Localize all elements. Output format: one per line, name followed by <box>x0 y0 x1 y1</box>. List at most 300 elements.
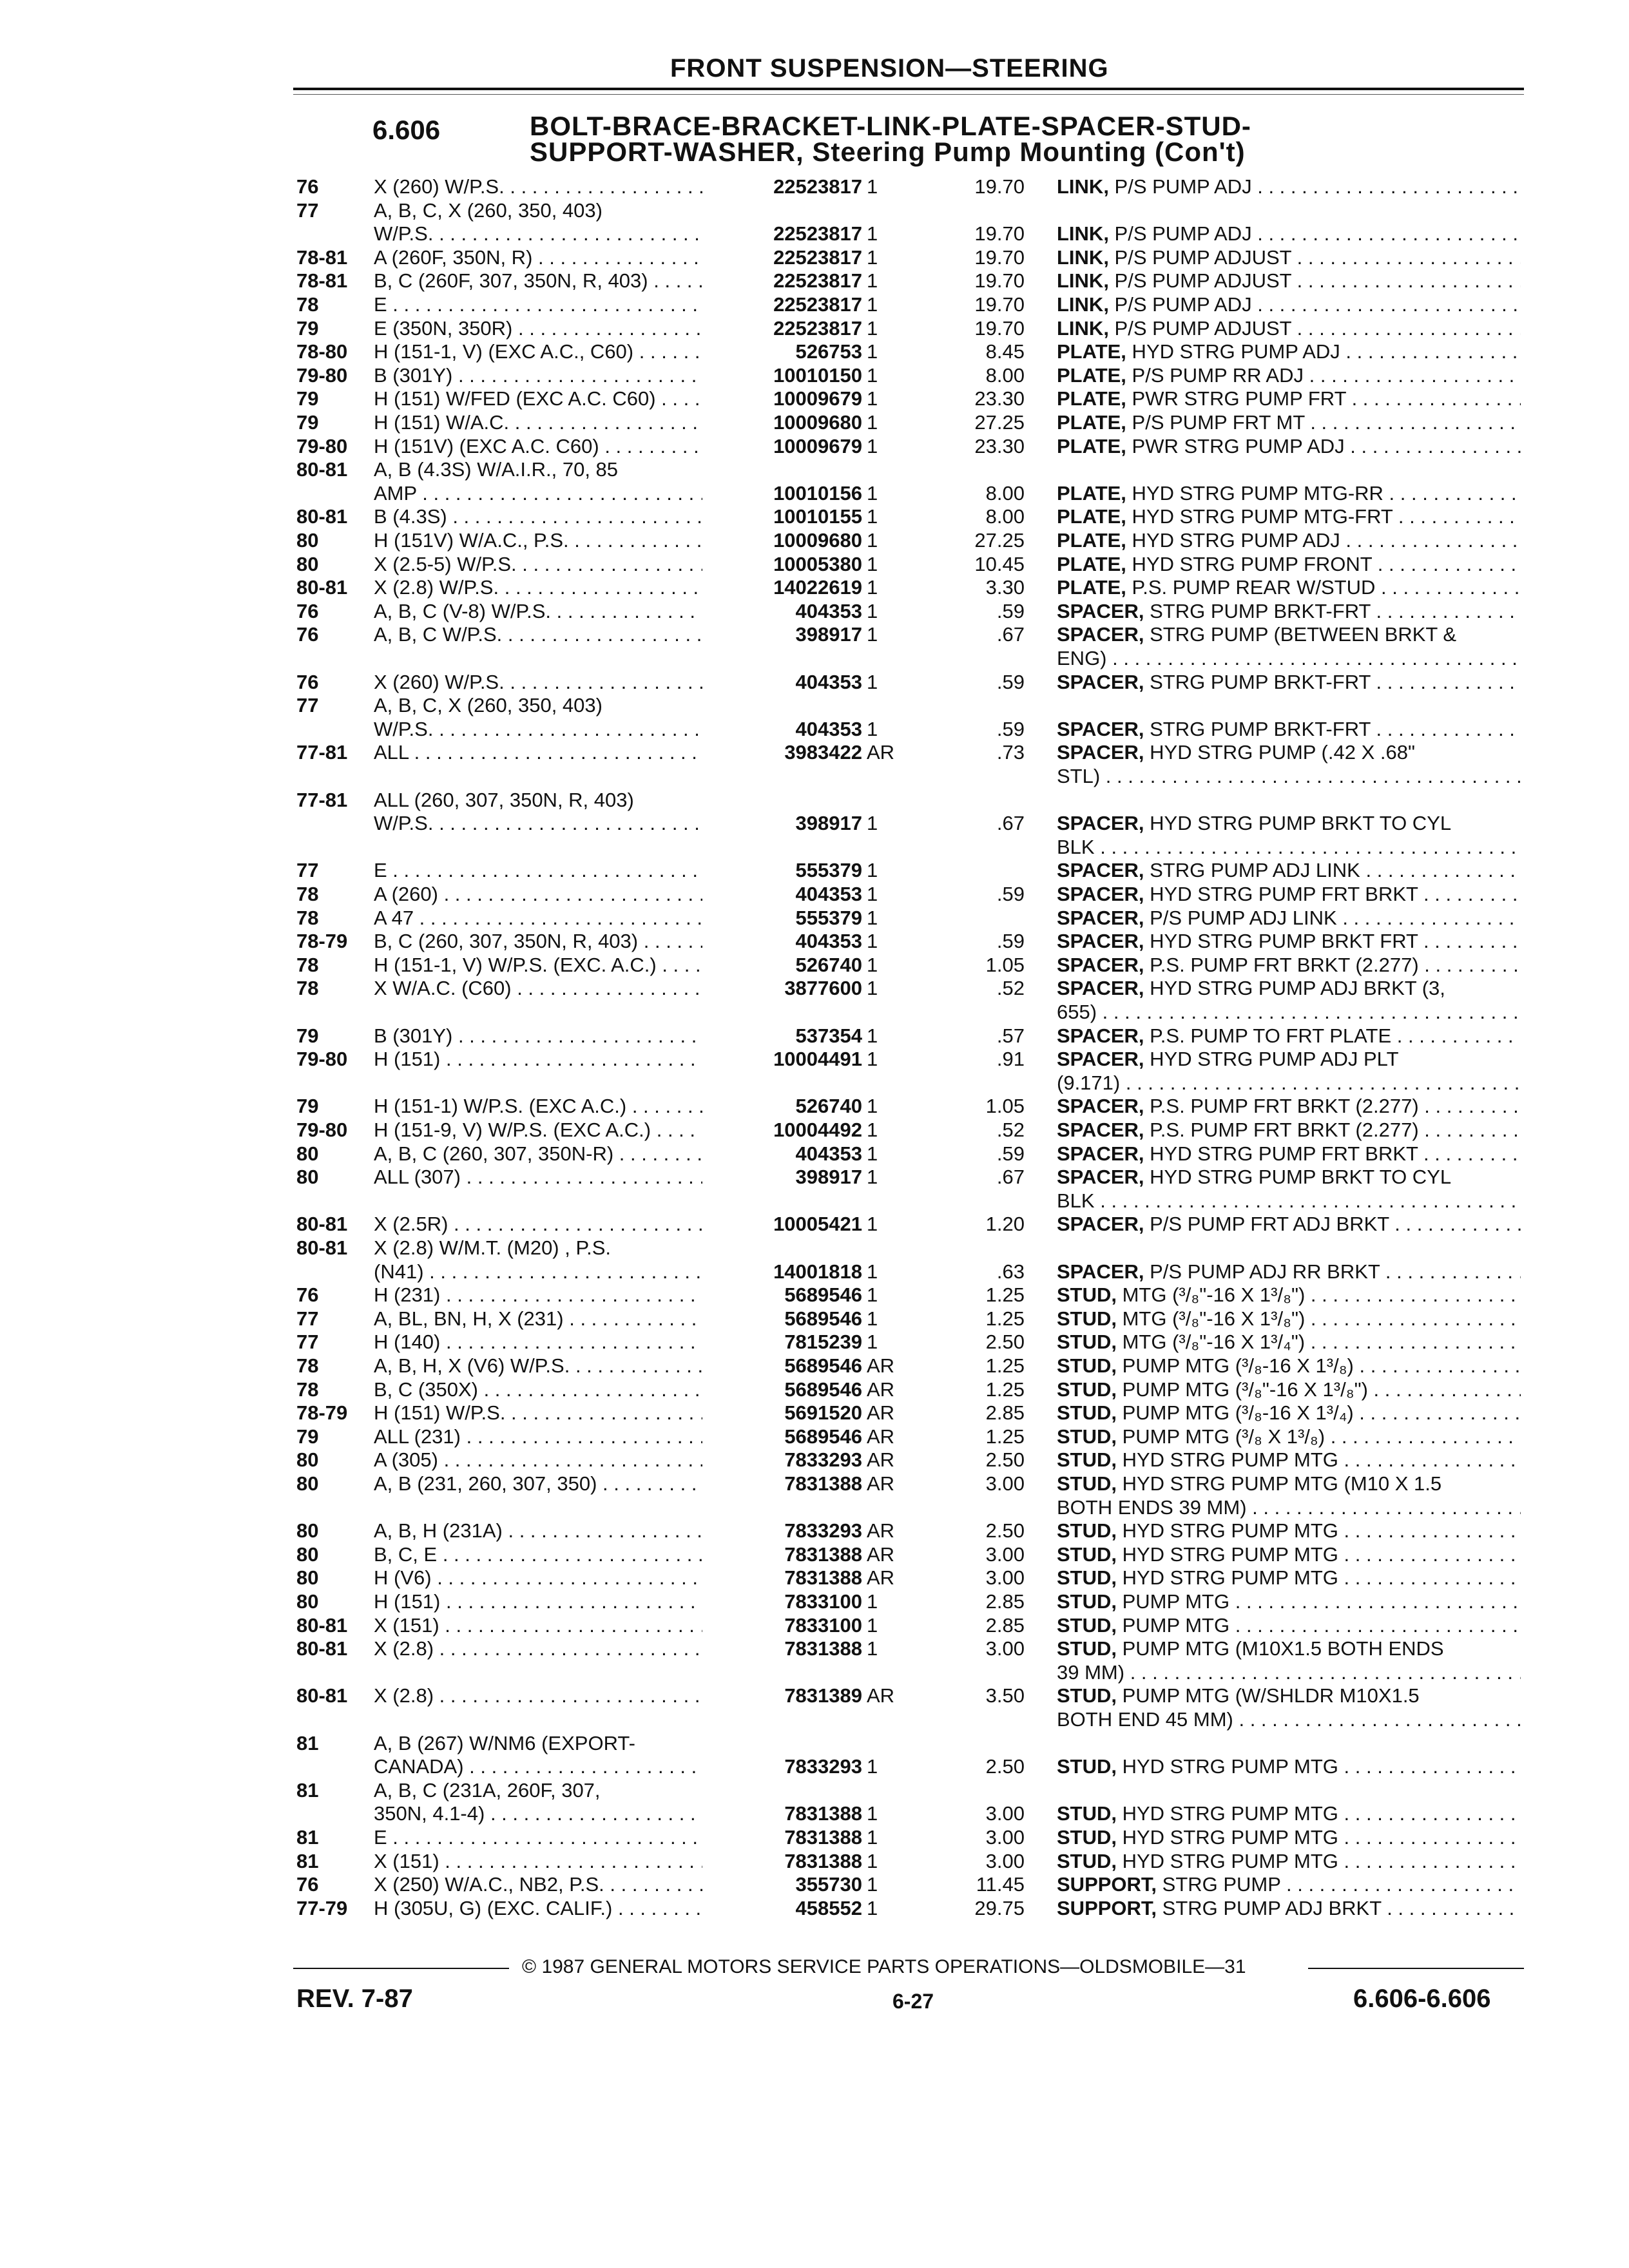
row-description <box>1057 1024 1521 1048</box>
row-quantity: 1 <box>867 246 878 269</box>
row-price: 8.45 <box>985 340 1025 363</box>
row-description-text: P/S PUMP ADJ <box>1108 293 1252 316</box>
row-quantity: 1 <box>867 1119 878 1141</box>
row-part-number: 10005380 <box>702 553 862 576</box>
row-description-text: P/S PUMP ADJ <box>1108 222 1252 245</box>
row-year: 80-81 <box>296 1684 348 1707</box>
row-description-text: P/S PUMP RR ADJ <box>1126 364 1304 387</box>
row-price: 1.25 <box>985 1307 1025 1330</box>
row-description-text: HYD STRG PUMP ADJ <box>1126 529 1340 552</box>
row-description-text: STRG PUMP BRKT-FRT <box>1144 718 1371 740</box>
row-part-number: 398917 <box>702 623 862 646</box>
row-quantity: 1 <box>867 883 878 905</box>
row-description-text: BLK <box>1057 1189 1095 1212</box>
row-description-text: STRG PUMP BRKT-FRT <box>1144 671 1371 693</box>
row-description-text: P.S. PUMP REAR W/STUD <box>1126 576 1376 599</box>
row-year: 77 <box>296 859 319 881</box>
row-description-keyword-text: PLATE, <box>1057 411 1126 434</box>
row-part-number: 398917 <box>702 812 862 835</box>
row-description-text: HYD STRG PUMP FRONT <box>1126 553 1373 575</box>
row-quantity: 1 <box>867 505 878 528</box>
row-application: X (260) W/P.S. . . . <box>374 671 722 694</box>
row-year: 79 <box>296 317 319 340</box>
row-application: A, B (267) W/NM6 (EXPORT- <box>374 1732 635 1754</box>
row-description-text: BLK <box>1057 836 1095 858</box>
row-part-number: 14001818 <box>702 1260 862 1283</box>
row-description <box>1057 1850 1521 1873</box>
row-description-text: MTG (³/₈"-16 X 1³/₄") <box>1117 1331 1306 1353</box>
row-part-number: 404353 <box>702 600 862 623</box>
row-quantity: AR <box>867 1448 895 1471</box>
row-price: 19.70 <box>974 317 1025 340</box>
row-year: 78-80 <box>296 340 348 363</box>
row-year: 80 <box>296 1519 319 1542</box>
row-part-number: 10005421 <box>702 1213 862 1236</box>
row-price: 8.00 <box>985 364 1025 387</box>
row-part-number: 22523817 <box>702 293 862 316</box>
row-part-number: 5689546 <box>702 1283 862 1307</box>
row-description <box>1057 954 1521 977</box>
row-description-text: HYD STRG PUMP MTG-FRT <box>1126 505 1393 528</box>
footer-revision: REV. 7-87 <box>296 1984 413 2013</box>
row-application: X (2.8) . . . <box>374 1637 722 1660</box>
row-part-number: 14022619 <box>702 576 862 599</box>
row-description <box>1057 340 1521 363</box>
row-description-keyword-text: SUPPORT, <box>1057 1873 1157 1896</box>
row-price: 3.00 <box>985 1472 1025 1495</box>
row-application: H (151V) (EXC A.C. C60) . . . <box>374 435 722 458</box>
row-description-keyword-text: STUD, <box>1057 1614 1117 1637</box>
row-description-text: PUMP MTG (³/₈-16 X 1³/₈) <box>1117 1354 1354 1377</box>
row-description-text: P.S. PUMP FRT BRKT (2.277) <box>1144 1119 1419 1141</box>
row-description-keyword-text: LINK, <box>1057 269 1109 292</box>
row-description-keyword-text: PLATE, <box>1057 529 1126 552</box>
row-description <box>1057 1378 1521 1401</box>
row-application: H (V6) . . . <box>374 1566 722 1590</box>
row-part-number: 404353 <box>702 671 862 694</box>
row-price: 19.70 <box>974 222 1025 245</box>
row-application: X (151) . . . <box>374 1614 722 1637</box>
row-application: B, C, E . . . <box>374 1543 722 1566</box>
row-description <box>1057 836 1521 859</box>
row-description-text: ENG) <box>1057 647 1107 669</box>
row-quantity: 1 <box>867 1614 878 1637</box>
row-year: 79 <box>296 387 319 410</box>
row-description-keyword-text: PLATE, <box>1057 435 1126 457</box>
row-description-keyword-text: SPACER, <box>1057 883 1144 905</box>
row-description-keyword-text: SPACER, <box>1057 741 1144 764</box>
row-description-keyword-text: SPACER, <box>1057 954 1144 976</box>
row-description <box>1057 623 1521 646</box>
row-description-text: P/S PUMP FRT MT <box>1126 411 1305 434</box>
row-application: A, B, H, X (V6) W/P.S. . . . <box>374 1354 722 1378</box>
row-price: 10.45 <box>974 553 1025 575</box>
row-part-number: 10004492 <box>702 1119 862 1142</box>
row-application: W/P.S. . . . <box>374 812 722 835</box>
row-description <box>1057 1095 1521 1118</box>
footer-copyright: © 1987 GENERAL MOTORS SERVICE PARTS OPERATIONS—OLDSMOBILE—31 <box>522 1956 1246 1977</box>
row-application: A, B, H (231A) . . . <box>374 1519 722 1542</box>
row-description-text: HYD STRG PUMP ADJ BRKT (3, <box>1144 977 1445 999</box>
row-quantity: AR <box>867 1519 895 1542</box>
row-year: 78 <box>296 293 319 316</box>
row-description-keyword-text: PLATE, <box>1057 387 1126 410</box>
row-description-keyword-text: PLATE, <box>1057 505 1126 528</box>
row-description-keyword-text: SPACER, <box>1057 1048 1144 1070</box>
row-description-text: HYD STRG PUMP ADJ PLT <box>1144 1048 1399 1070</box>
row-year: 79-80 <box>296 364 348 387</box>
row-price: 19.70 <box>974 175 1025 198</box>
header-rule <box>293 88 1524 90</box>
row-quantity: 1 <box>867 954 878 976</box>
row-quantity: 1 <box>867 576 878 599</box>
row-part-number: 22523817 <box>702 222 862 245</box>
row-year: 78 <box>296 907 319 929</box>
row-application: X (2.8) W/M.T. (M20) , P.S. <box>374 1236 612 1259</box>
row-price: 3.00 <box>985 1637 1025 1660</box>
row-description-keyword-text: LINK, <box>1057 293 1109 316</box>
row-description <box>1057 529 1521 552</box>
row-quantity: 1 <box>867 977 878 999</box>
row-price: 8.00 <box>985 482 1025 505</box>
row-application: ALL (260, 307, 350N, R, 403) <box>374 789 634 811</box>
row-description-text: P.S. PUMP TO FRT PLATE <box>1144 1024 1392 1047</box>
row-part-number: 537354 <box>702 1024 862 1048</box>
row-price: 8.00 <box>985 505 1025 528</box>
row-application: ALL (307) . . . <box>374 1166 722 1189</box>
row-part-number: 22523817 <box>702 175 862 198</box>
row-application: E . . . <box>374 1826 722 1849</box>
row-year: 77-81 <box>296 741 348 764</box>
row-part-number: 404353 <box>702 1142 862 1166</box>
row-application: 350N, 4.1-4) . . . <box>374 1802 722 1825</box>
row-quantity: 1 <box>867 1307 878 1330</box>
row-quantity: AR <box>867 1425 895 1448</box>
row-year: 80-81 <box>296 1614 348 1637</box>
row-description-text: PWR STRG PUMP FRT <box>1126 387 1346 410</box>
row-price: 23.30 <box>974 387 1025 410</box>
row-price: 19.70 <box>974 246 1025 269</box>
row-price: 3.00 <box>985 1543 1025 1566</box>
row-description <box>1057 671 1521 694</box>
row-description-text: HYD STRG PUMP MTG <box>1117 1519 1338 1542</box>
row-application: X (2.8) W/P.S. . . . <box>374 576 722 599</box>
row-application: H (151-9, V) W/P.S. (EXC A.C.) . . . <box>374 1119 722 1142</box>
row-price: 1.25 <box>985 1354 1025 1377</box>
row-part-number: 7831388 <box>702 1637 862 1660</box>
row-description-text: P/S PUMP ADJ RR BRKT <box>1144 1260 1380 1283</box>
row-year: 80 <box>296 553 319 575</box>
row-description-keyword-text: PLATE, <box>1057 553 1126 575</box>
row-part-number: 7831388 <box>702 1850 862 1873</box>
row-description-keyword-text: STUD, <box>1057 1637 1117 1660</box>
row-application: H (151-1, V) (EXC A.C., C60) . . . <box>374 340 722 363</box>
row-part-number: 10010155 <box>702 505 862 528</box>
row-price: 1.25 <box>985 1378 1025 1401</box>
row-price: .59 <box>996 930 1025 952</box>
row-description <box>1057 576 1521 599</box>
row-description <box>1057 1566 1521 1590</box>
row-price: .59 <box>996 600 1025 622</box>
row-description-keyword-text: STUD, <box>1057 1566 1117 1589</box>
row-price: 3.00 <box>985 1566 1025 1589</box>
row-price: 3.30 <box>985 576 1025 599</box>
row-year: 77 <box>296 1307 319 1330</box>
row-price: .59 <box>996 1142 1025 1165</box>
row-description <box>1057 1543 1521 1566</box>
row-description-keyword-text: STUD, <box>1057 1590 1117 1613</box>
row-description <box>1057 647 1521 670</box>
row-description <box>1057 435 1521 458</box>
row-description-text: MTG (³/₈"-16 X 1³/₈") <box>1117 1283 1306 1306</box>
row-application: B (4.3S) . . . <box>374 505 722 528</box>
row-description <box>1057 812 1521 835</box>
row-quantity: 1 <box>867 1331 878 1353</box>
row-application: A (260F, 350N, R) . . . <box>374 246 722 269</box>
row-quantity: 1 <box>867 907 878 929</box>
row-description <box>1057 553 1521 576</box>
row-part-number: 7833293 <box>702 1519 862 1542</box>
row-description-keyword-text: STUD, <box>1057 1850 1117 1872</box>
row-description-keyword-text: SPACER, <box>1057 600 1144 622</box>
row-quantity: 1 <box>867 1897 878 1919</box>
row-description-text: HYD STRG PUMP MTG <box>1117 1566 1338 1589</box>
row-part-number: 7831388 <box>702 1802 862 1825</box>
row-application: H (151) W/P.S. . . . <box>374 1401 722 1425</box>
row-description <box>1057 317 1521 340</box>
row-description-keyword-text: STUD, <box>1057 1826 1117 1849</box>
row-year: 79-80 <box>296 435 348 457</box>
row-description-text: HYD STRG PUMP MTG <box>1117 1802 1338 1825</box>
row-description-text: HYD STRG PUMP FRT BRKT <box>1144 1142 1418 1165</box>
row-price: 2.50 <box>985 1519 1025 1542</box>
row-description <box>1057 1708 1521 1731</box>
row-quantity: 1 <box>867 1048 878 1070</box>
row-part-number: 526753 <box>702 340 862 363</box>
row-part-number: 7831388 <box>702 1826 862 1849</box>
row-description-text: P/S PUMP ADJUST <box>1108 246 1292 269</box>
row-description-text: STRG PUMP ADJ LINK <box>1144 859 1360 881</box>
row-description-text: 655) <box>1057 1001 1097 1023</box>
row-part-number: 5689546 <box>702 1378 862 1401</box>
row-year: 80 <box>296 1566 319 1589</box>
row-description-keyword-text: LINK, <box>1057 222 1109 245</box>
row-year: 76 <box>296 1283 319 1306</box>
footer-section-range: 6.606-6.606 <box>1353 1984 1491 2013</box>
row-description <box>1057 1119 1521 1142</box>
row-description <box>1057 269 1521 293</box>
row-description-keyword-text: SPACER, <box>1057 907 1144 929</box>
row-year: 80 <box>296 529 319 552</box>
row-application: E . . . <box>374 293 722 316</box>
row-application: A, B, C (231A, 260F, 307, <box>374 1779 601 1802</box>
row-description <box>1057 505 1521 528</box>
row-price: .59 <box>996 883 1025 905</box>
row-application: (N41) . . . <box>374 1260 722 1283</box>
row-description-keyword-text: STUD, <box>1057 1283 1117 1306</box>
row-part-number: 5689546 <box>702 1307 862 1331</box>
row-part-number: 22523817 <box>702 317 862 340</box>
row-description-keyword-text: STUD, <box>1057 1425 1117 1448</box>
row-description <box>1057 1614 1521 1637</box>
row-description-keyword-text: SPACER, <box>1057 812 1144 834</box>
row-price: 1.25 <box>985 1283 1025 1306</box>
row-description-text: STRG PUMP ADJ BRKT <box>1157 1897 1382 1919</box>
row-quantity: 1 <box>867 671 878 693</box>
row-part-number: 22523817 <box>702 269 862 293</box>
row-description-keyword-text: PLATE, <box>1057 364 1126 387</box>
row-price: 3.00 <box>985 1802 1025 1825</box>
row-description-text: PWR STRG PUMP ADJ <box>1126 435 1345 457</box>
row-price: .67 <box>996 812 1025 834</box>
row-part-number: 7833100 <box>702 1614 862 1637</box>
row-description-keyword-text: SPACER, <box>1057 859 1144 881</box>
row-description <box>1057 718 1521 741</box>
row-price: 23.30 <box>974 435 1025 457</box>
row-description-text: STRG PUMP (BETWEEN BRKT & <box>1144 623 1457 646</box>
row-description-keyword-text: SUPPORT, <box>1057 1897 1157 1919</box>
row-description <box>1057 1590 1521 1613</box>
row-part-number: 10009680 <box>702 411 862 434</box>
row-year: 79-80 <box>296 1048 348 1070</box>
row-description <box>1057 1331 1521 1354</box>
row-quantity: 1 <box>867 1213 878 1235</box>
row-part-number: 7815239 <box>702 1331 862 1354</box>
row-description-text: P/S PUMP ADJ <box>1108 175 1252 198</box>
row-description-text: HYD STRG PUMP BRKT TO CYL <box>1144 1166 1452 1188</box>
row-price: 2.85 <box>985 1401 1025 1424</box>
row-description <box>1057 364 1521 387</box>
row-application: B (301Y) . . . <box>374 1024 722 1048</box>
row-quantity: 1 <box>867 1850 878 1872</box>
row-description-keyword-text: SPACER, <box>1057 623 1144 646</box>
row-application: X (2.5R) . . . <box>374 1213 722 1236</box>
row-quantity: 1 <box>867 1142 878 1165</box>
row-description <box>1057 246 1521 269</box>
row-quantity: 1 <box>867 812 878 834</box>
row-price: 27.25 <box>974 529 1025 552</box>
row-description-keyword-text: STUD, <box>1057 1307 1117 1330</box>
row-part-number: 7833100 <box>702 1590 862 1613</box>
row-description <box>1057 1684 1521 1707</box>
row-quantity: 1 <box>867 1826 878 1849</box>
row-application: A, B, C W/P.S. . . . <box>374 623 722 646</box>
row-quantity: 1 <box>867 175 878 198</box>
row-price: .91 <box>996 1048 1025 1070</box>
row-quantity: AR <box>867 1354 895 1377</box>
row-description-text: P/S PUMP ADJUST <box>1108 269 1292 292</box>
row-part-number: 3877600 <box>702 977 862 1000</box>
row-description-text: HYD STRG PUMP MTG-RR <box>1126 482 1383 505</box>
row-part-number: 458552 <box>702 1897 862 1920</box>
row-description <box>1057 977 1521 1000</box>
row-price: 3.00 <box>985 1826 1025 1849</box>
row-quantity: 1 <box>867 1260 878 1283</box>
row-year: 79 <box>296 1095 319 1117</box>
row-description <box>1057 859 1521 882</box>
row-part-number: 355730 <box>702 1873 862 1896</box>
row-year: 78 <box>296 883 319 905</box>
row-quantity: 1 <box>867 482 878 505</box>
row-description <box>1057 1283 1521 1307</box>
row-quantity: 1 <box>867 1590 878 1613</box>
row-description <box>1057 907 1521 930</box>
row-description <box>1057 1213 1521 1236</box>
row-part-number: 7831388 <box>702 1566 862 1590</box>
row-application: H (151) . . . <box>374 1048 722 1071</box>
row-quantity: 1 <box>867 1095 878 1117</box>
row-application: B, C (260, 307, 350N, R, 403) . . . <box>374 930 722 953</box>
row-year: 78 <box>296 1354 319 1377</box>
row-description <box>1057 741 1521 764</box>
row-application: A, B, C (V-8) W/P.S. . . . <box>374 600 722 623</box>
row-description <box>1057 1873 1521 1896</box>
row-description <box>1057 1166 1521 1189</box>
row-description <box>1057 1354 1521 1378</box>
row-year: 81 <box>296 1826 319 1849</box>
row-application: B, C (350X) . . . <box>374 1378 722 1401</box>
row-part-number: 3983422 <box>702 741 862 764</box>
row-year: 80-81 <box>296 458 348 481</box>
row-description <box>1057 175 1521 198</box>
row-description-keyword-text: SPACER, <box>1057 1166 1144 1188</box>
row-description-keyword-text: LINK, <box>1057 317 1109 340</box>
row-price: .63 <box>996 1260 1025 1283</box>
row-price: 1.05 <box>985 954 1025 976</box>
row-application: H (231) . . . <box>374 1283 722 1307</box>
row-price: 29.75 <box>974 1897 1025 1919</box>
row-year: 79 <box>296 411 319 434</box>
row-description-text: P.S. PUMP FRT BRKT (2.277) <box>1144 954 1419 976</box>
row-quantity: 1 <box>867 1166 878 1188</box>
row-year: 78 <box>296 954 319 976</box>
row-year: 81 <box>296 1732 319 1754</box>
row-year: 76 <box>296 671 319 693</box>
row-year: 78-79 <box>296 1401 348 1424</box>
row-description-text: PUMP MTG <box>1117 1590 1230 1613</box>
row-quantity: AR <box>867 1543 895 1566</box>
row-description-keyword-text: SPACER, <box>1057 930 1144 952</box>
row-quantity: 1 <box>867 623 878 646</box>
row-quantity: 1 <box>867 529 878 552</box>
footer-page-number: 6-27 <box>892 1990 934 2013</box>
row-price: 1.05 <box>985 1095 1025 1117</box>
row-quantity: 1 <box>867 930 878 952</box>
row-part-number: 526740 <box>702 954 862 977</box>
row-part-number: 7831388 <box>702 1543 862 1566</box>
row-application: H (151) W/A.C. . . . <box>374 411 722 434</box>
row-price: 2.50 <box>985 1331 1025 1353</box>
row-application: H (151-1, V) W/P.S. (EXC. A.C.) . . . <box>374 954 722 977</box>
row-year: 80-81 <box>296 1236 348 1259</box>
row-part-number: 404353 <box>702 718 862 741</box>
row-description-keyword-text: SPACER, <box>1057 1260 1144 1283</box>
row-application: X (2.8) . . . <box>374 1684 722 1707</box>
row-application: A, B (4.3S) W/A.I.R., 70, 85 <box>374 458 619 481</box>
row-description-text: PUMP MTG <box>1117 1614 1230 1637</box>
row-description-keyword-text: STUD, <box>1057 1378 1117 1401</box>
row-description-text: STRG PUMP <box>1157 1873 1281 1896</box>
row-description-text: (9.171) <box>1057 1072 1121 1094</box>
row-description-text: 39 MM) <box>1057 1661 1125 1684</box>
row-application: A (305) . . . <box>374 1448 722 1472</box>
row-description-text: P/S PUMP FRT ADJ BRKT <box>1144 1213 1389 1235</box>
row-year: 80 <box>296 1166 319 1188</box>
row-price: 2.50 <box>985 1448 1025 1471</box>
row-description-keyword-text: SPACER, <box>1057 1213 1144 1235</box>
row-quantity: 1 <box>867 1283 878 1306</box>
row-year: 78-79 <box>296 930 348 952</box>
